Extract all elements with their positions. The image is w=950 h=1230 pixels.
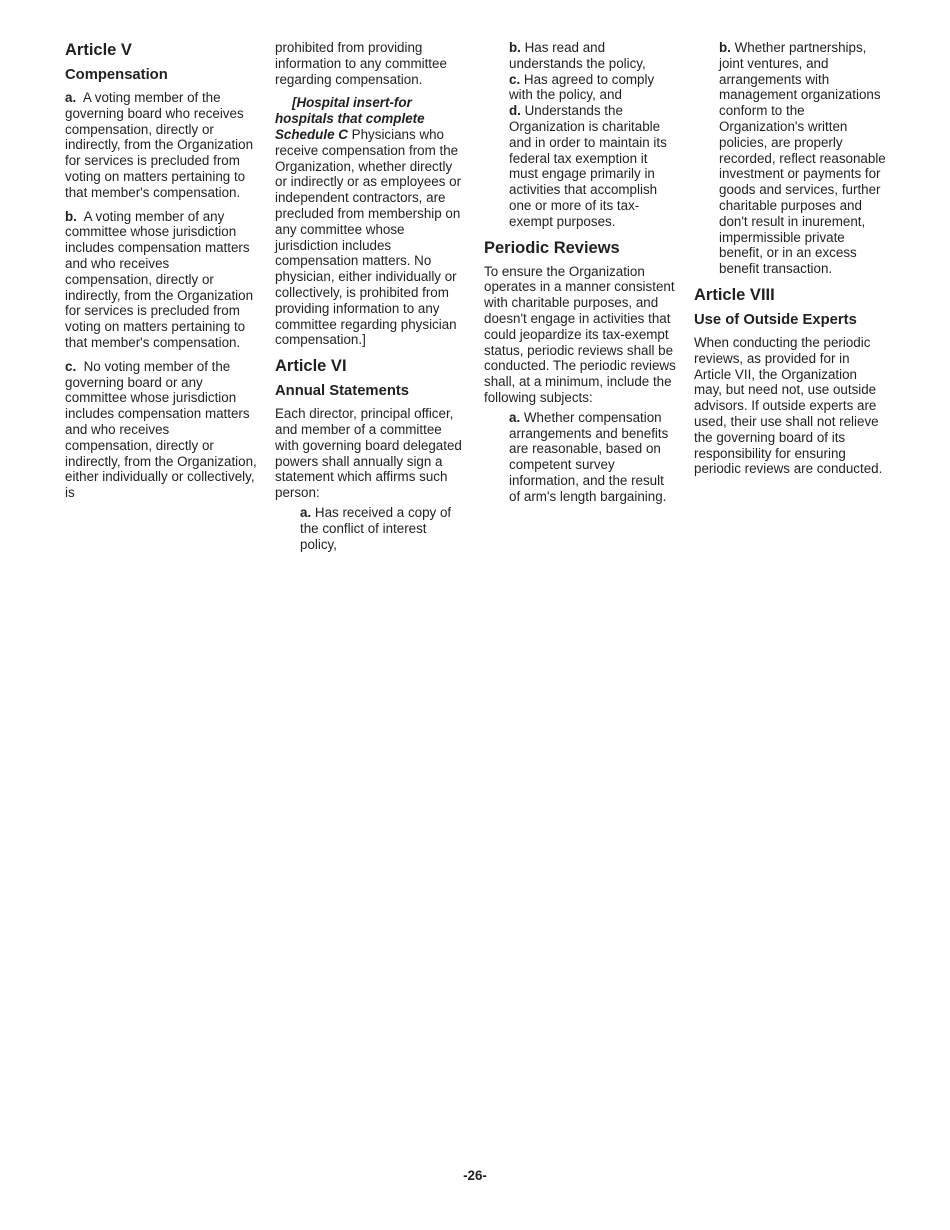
column-3 bbox=[484, 40, 676, 513]
article-v-title: Article V bbox=[65, 41, 132, 59]
review-item-b-text: Whether partnerships, joint ventures, and arrangements with management organizations conform to the Organization's written policies, are properly recorded, reflect reasonable investment or payments for goods and services, further charitable purposes and don't result in inurement, impermissible private benefit, or in an excess benefit transaction. bbox=[719, 40, 886, 277]
article-viii-title: Article VIII bbox=[694, 285, 775, 304]
statement-item-a-label: a. bbox=[300, 504, 312, 520]
page-number: -26- bbox=[463, 1168, 487, 1183]
periodic-reviews-heading: Periodic Reviews bbox=[484, 238, 620, 257]
paragraph-b-label: b. bbox=[65, 208, 77, 224]
review-item-b-label: b. bbox=[719, 40, 731, 55]
hospital-insert-italic: [Hospital insert-for hospitals that complete Schedule C bbox=[275, 95, 425, 142]
statement-item-d-label: d. bbox=[509, 103, 521, 119]
paragraph-c bbox=[65, 359, 257, 501]
statement-item-b-label: b. bbox=[509, 40, 521, 55]
statement-item-c bbox=[509, 72, 676, 104]
statement-item-c-text: Has agreed to comply with the policy, and bbox=[509, 71, 655, 103]
paragraph-b bbox=[65, 209, 257, 351]
review-item-a-text: Whether compensation arrangements and benefits are reasonable, based on competent survey information, and the result of arm's length bargaining. bbox=[509, 409, 669, 504]
article-vi-title: Article VI bbox=[275, 357, 347, 376]
column-2 bbox=[275, 40, 467, 560]
hospital-insert-text: Physicians who receive compensation from the Organization, whether directly or indirectly or as employees or independent contractors, are precluded from membership on any committee whose jurisdiction includes compensation matters. No physician, either individually or collectively, is prohibited from providing information to any committee regarding physician compensation.] bbox=[275, 126, 462, 348]
outside-experts-text: When conducting the periodic reviews, as provided for in Article VII, the Organization may, but need not, use outside advisors. If outside experts are used, their use shall not relieve the governing board of its responsibility for ensuring periodic reviews are conducted. bbox=[694, 334, 883, 477]
statement-item-b bbox=[509, 40, 676, 72]
paragraph-c-continued: prohibited from providing information to any committee regarding compensation. bbox=[275, 40, 447, 87]
hospital-insert bbox=[275, 95, 467, 348]
column-4 bbox=[694, 40, 886, 485]
annual-statements-heading: Annual Statements bbox=[275, 383, 410, 400]
statement-item-d-text: Understands the Organization is charitable and in order to maintain its federal tax exemption it must engage primarily in activities that accomplish one or more of its tax-exempt purposes. bbox=[509, 103, 667, 229]
paragraph-c-text: No voting member of the governing board or any committee whose jurisdiction includes compensation matters and who receives compensation, directly or indirectly, from the Organization, either individually or collectively, is bbox=[65, 358, 257, 501]
paragraph-b-text: A voting member of any committee whose jurisdiction includes compensation matters and who receives compensation, directly or indirectly, from the Organization for services is precluded from voting on matters pertaining to that member's compensation. bbox=[65, 208, 254, 350]
annual-statements-intro: Each director, principal officer, and member of a committee with governing board delegated powers shall annually sign a statement which affirms such person: bbox=[275, 406, 462, 501]
statement-item-a bbox=[300, 505, 467, 552]
paragraph-a bbox=[65, 90, 257, 201]
review-item-a-label: a. bbox=[509, 409, 521, 425]
outside-experts-heading: Use of Outside Experts bbox=[694, 311, 857, 328]
paragraph-a-text: A voting member of the governing board who receives compensation, directly or indirectly, from the Organization for services is precluded from voting on matters pertaining to that member's compensation. bbox=[65, 90, 254, 200]
statement-item-a-text: Has received a copy of the conflict of interest policy, bbox=[300, 504, 452, 552]
review-item-b bbox=[719, 40, 886, 277]
compensation-heading: Compensation bbox=[65, 67, 168, 83]
statement-item-b-text: Has read and understands the policy, bbox=[509, 40, 646, 71]
statement-item-c-label: c. bbox=[509, 71, 521, 87]
paragraph-a-label: a. bbox=[65, 90, 77, 105]
statement-item-d bbox=[509, 103, 676, 229]
periodic-reviews-intro: To ensure the Organization operates in a manner consistent with charitable purposes, and doesn't engage in activities that could jeopardize its tax-exempt status, periodic reviews shall be conducted. The periodic reviews shall, at a minimum, include the following subjects: bbox=[484, 263, 676, 405]
paragraph-c-label: c. bbox=[65, 358, 77, 374]
review-item-a bbox=[509, 410, 676, 505]
column-1 bbox=[65, 40, 257, 509]
